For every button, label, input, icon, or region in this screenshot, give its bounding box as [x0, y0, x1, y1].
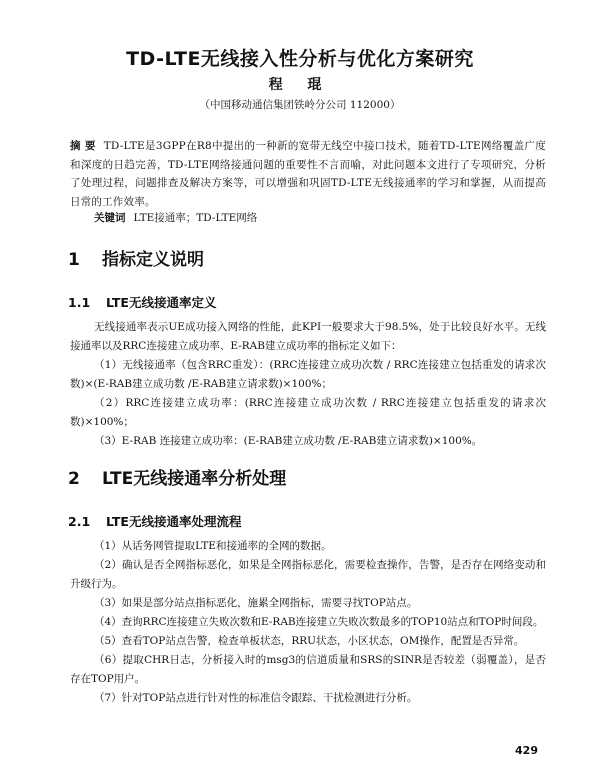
section-body [70, 537, 546, 708]
section-body [70, 318, 546, 451]
subsection-heading [68, 512, 241, 530]
abstract-label: 摘 要 [70, 140, 96, 152]
keywords [94, 210, 544, 226]
paragraph: （1）从话务网管提取LTE和接通率的全网的数据。 [94, 540, 332, 552]
section-title: 指标定义说明 [102, 250, 204, 270]
paragraph: （4）查询RRC连接建立失败次数和E-RAB连接建立失败次数最多的TOP10站点和TOP时间段。 [94, 616, 544, 628]
section-heading [68, 464, 286, 489]
paragraph: （7）针对TOP站点进行针对性的标准信令跟踪、干扰检测进行分析。 [94, 692, 418, 704]
paragraph: （3）如果是部分站点指标恶化，施累全网指标，需要寻找TOP站点。 [94, 597, 418, 609]
paragraph: （5）查看TOP站点告警，检查单板状态，RRU状态，小区状态，OM操作，配置是否异常。 [94, 635, 525, 647]
page-number: 429 [515, 744, 538, 757]
keywords-text: LTE接通率；TD-LTE网络 [133, 212, 258, 224]
section-number: 2 [68, 469, 80, 489]
section-heading [68, 245, 204, 270]
section-title: LTE无线接通率分析处理 [102, 469, 287, 489]
paragraph: （2）RRC连接建立成功率：(RRC连接建立成功次数 / RRC连接建立包括重发的请求次数)×100%； [70, 397, 546, 428]
subsection-number: 2.1 [68, 514, 91, 529]
paragraph: 无线接通率表示UE成功接入网络的性能，此KPI一般要求大于98.5%，处于比较良好水平。无线接通率以及RRC连接建立成功率、E-RAB建立成功率的指标定义如下： [70, 321, 546, 352]
paper-title: TD-LTE无线接入性分析与优化方案研究 [126, 48, 474, 70]
author-name: 程 琨 [268, 77, 332, 93]
abstract [70, 137, 546, 211]
section-number: 1 [68, 250, 80, 270]
keywords-label: 关键词 [94, 212, 126, 224]
paragraph: （1）无线接通率（包含RRC重发）：(RRC连接建立成功次数 / RRC连接建立包括重发的请求次数)×(E-RAB建立成功数 /E-RAB建立请求数)×100%； [70, 359, 546, 390]
subsection-title: LTE无线接通率定义 [106, 295, 217, 310]
paragraph: （6）提取CHR日志，分析接入时的msg3的信道质量和SRS的SINR是否较差（弱覆盖），是否存在TOP用户。 [70, 654, 546, 685]
paragraph: （2）确认是否全网指标恶化，如果是全网指标恶化，需要检查操作，告警，是否存在网络变动和升级行为。 [70, 559, 546, 590]
subsection-title: LTE无线接通率处理流程 [106, 514, 242, 529]
abstract-text: TD-LTE是3GPP在R8中提出的一种新的宽带无线空中接口技术，随着TD-LTE网络覆盖广度和深度的日趋完善，TD-LTE网络接通问题的重要性不言而喻，对此问题本文进行了专项研究，分析了处理过程，问题排查及解决方案等，可以增强和巩固TD-LTE无线接通率的学习和掌握，从而提高日常的工作效率。 [70, 140, 546, 208]
subsection-number: 1.1 [68, 295, 91, 310]
author-affiliation: （中国移动通信集团铁岭分公司 112000） [199, 99, 401, 111]
paragraph: （3）E-RAB 连接建立成功率：(E-RAB建立成功数 /E-RAB建立请求数)×100%。 [94, 435, 483, 447]
subsection-heading [68, 293, 216, 311]
